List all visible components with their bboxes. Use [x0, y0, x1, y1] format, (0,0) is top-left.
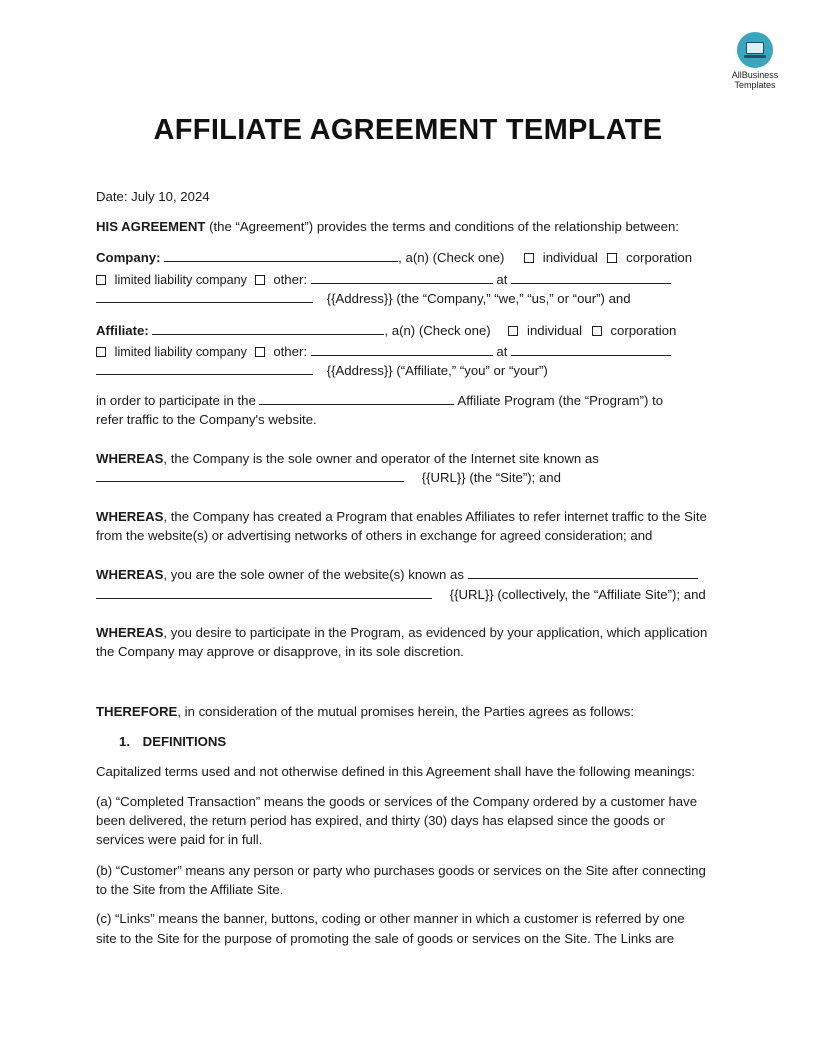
company-individual-checkbox[interactable]: [524, 253, 534, 263]
whereas-4-text: , you desire to participate in the Program, as evidenced by your application, which application: [163, 625, 708, 640]
intro-text: (the “Agreement”) provides the terms and conditions of the relationship between:: [205, 219, 679, 234]
date-line: Date: July 10, 2024: [96, 189, 210, 204]
whereas-1-line-1: [96, 450, 599, 468]
affiliate-site-field-1[interactable]: [468, 566, 698, 579]
document-title: AFFILIATE AGREEMENT TEMPLATE: [153, 114, 663, 146]
company-corporation-label: corporation: [626, 250, 693, 265]
affiliate-check-one: , a(n) (Check one): [384, 323, 491, 338]
whereas-4-bold: WHEREAS: [96, 625, 164, 640]
company-address-field-2[interactable]: [96, 290, 313, 303]
site-url-field[interactable]: [96, 469, 404, 482]
company-line-3: [96, 290, 631, 308]
company-address-field-1[interactable]: [511, 271, 671, 284]
def-a-line-1: (a) “Completed Transaction” means the goods or services of the Company ordered by a customer have: [96, 794, 698, 809]
therefore-text: , in consideration of the mutual promises herein, the Parties agrees as follows:: [177, 704, 634, 719]
company-check-one: , a(n) (Check one): [398, 250, 505, 265]
affiliate-individual-checkbox[interactable]: [508, 326, 518, 336]
company-line-2: [96, 271, 671, 289]
def-c-line-1: (c) “Links” means the banner, buttons, coding or other manner in which a customer is referred by one: [96, 911, 685, 926]
company-other-checkbox[interactable]: [255, 275, 265, 285]
affiliate-llc-checkbox[interactable]: [96, 347, 106, 357]
definitions-intro: Capitalized terms used and not otherwise defined in this Agreement shall have the following meanings:: [96, 764, 695, 779]
intro-bold: HIS AGREEMENT: [96, 219, 206, 234]
company-llc-checkbox[interactable]: [96, 275, 106, 285]
whereas-3-bold: WHEREAS: [96, 567, 164, 582]
section-1-number: 1.: [119, 734, 130, 749]
affiliate-line-2: [96, 343, 671, 361]
company-line-1: [96, 249, 692, 267]
def-c-line-2: site to the Site for the purpose of promoting the sale of goods or services on the Site. The Links are: [96, 931, 675, 946]
company-corporation-checkbox[interactable]: [607, 253, 617, 263]
whereas-3-line-2: [96, 586, 706, 604]
logo-text: AllBusiness Templates: [731, 70, 779, 90]
section-1-title: DEFINITIONS: [142, 734, 227, 749]
company-individual-label: individual: [542, 250, 598, 265]
company-name-field[interactable]: [164, 249, 398, 262]
whereas-3-text: , you are the sole owner of the website(s) known as: [163, 567, 464, 582]
affiliate-other-checkbox[interactable]: [255, 347, 265, 357]
def-a-line-2: been delivered, the return period has expired, and thirty (30) days has elapsed since the goods or: [96, 813, 665, 828]
affiliate-llc-label: limited liability company: [114, 345, 247, 359]
affiliate-label: Affiliate:: [96, 323, 149, 338]
affiliate-address-field-2[interactable]: [96, 362, 313, 375]
affiliate-line-1: [96, 322, 676, 340]
company-label: Company:: [96, 250, 161, 265]
program-name-field[interactable]: [259, 392, 454, 405]
therefore-bold: THEREFORE: [96, 704, 178, 719]
whereas-1-line-2: [96, 469, 561, 487]
def-a-line-3: services were paid for in full.: [96, 832, 263, 847]
laptop-icon: [737, 32, 773, 68]
whereas-1-url-text: {{URL}} (the “Site”); and: [421, 470, 561, 485]
company-at: at: [496, 272, 508, 287]
affiliate-other-label: other:: [273, 344, 308, 359]
affiliate-address-field-1[interactable]: [511, 343, 671, 356]
program-line-1: [96, 392, 663, 410]
whereas-4-line-1: [96, 624, 707, 642]
company-llc-label: limited liability company: [114, 273, 247, 287]
affiliate-corporation-label: corporation: [610, 323, 677, 338]
whereas-2-bold: WHEREAS: [96, 509, 164, 524]
whereas-2-text: , the Company has created a Program that enables Affiliates to refer internet traffic to the Site: [163, 509, 707, 524]
affiliate-address-text: {{Address}} (“Affiliate,” “you” or “your”): [326, 363, 548, 378]
program-text-b: Affiliate Program (the “Program”) to: [457, 393, 664, 408]
def-b-line-2: to the Site from the Affiliate Site.: [96, 882, 284, 897]
affiliate-name-field[interactable]: [152, 322, 384, 335]
intro-paragraph: [96, 218, 679, 236]
whereas-3-url-text: {{URL}} (collectively, the “Affiliate Site”); and: [449, 587, 706, 602]
program-line-2: refer traffic to the Company's website.: [96, 412, 317, 427]
affiliate-site-field-2[interactable]: [96, 586, 432, 599]
whereas-2-line-1: [96, 508, 707, 526]
whereas-1-bold: WHEREAS: [96, 451, 164, 466]
affiliate-other-field[interactable]: [311, 343, 493, 356]
whereas-4-line-2: the Company may approve or disapprove, in its sole discretion.: [96, 644, 464, 659]
whereas-2-line-2: from the website(s) or advertising networks of others in exchange for agreed consideration; and: [96, 528, 653, 543]
affiliate-at: at: [496, 344, 508, 359]
company-other-label: other:: [273, 272, 308, 287]
section-1-heading: [119, 733, 226, 751]
whereas-3-line-1: [96, 566, 698, 584]
company-other-field[interactable]: [311, 271, 493, 284]
therefore-line: [96, 703, 634, 721]
program-text-a: in order to participate in the: [96, 393, 256, 408]
brand-logo[interactable]: [726, 32, 784, 90]
def-b-line-1: (b) “Customer” means any person or party who purchases goods or services on the Site after connecting: [96, 863, 706, 878]
affiliate-individual-label: individual: [527, 323, 583, 338]
affiliate-line-3: [96, 362, 548, 380]
whereas-1-text: , the Company is the sole owner and operator of the Internet site known as: [163, 451, 599, 466]
company-address-text: {{Address}} (the “Company,” “we,” “us,” or “our”) and: [326, 291, 631, 306]
affiliate-corporation-checkbox[interactable]: [592, 326, 602, 336]
